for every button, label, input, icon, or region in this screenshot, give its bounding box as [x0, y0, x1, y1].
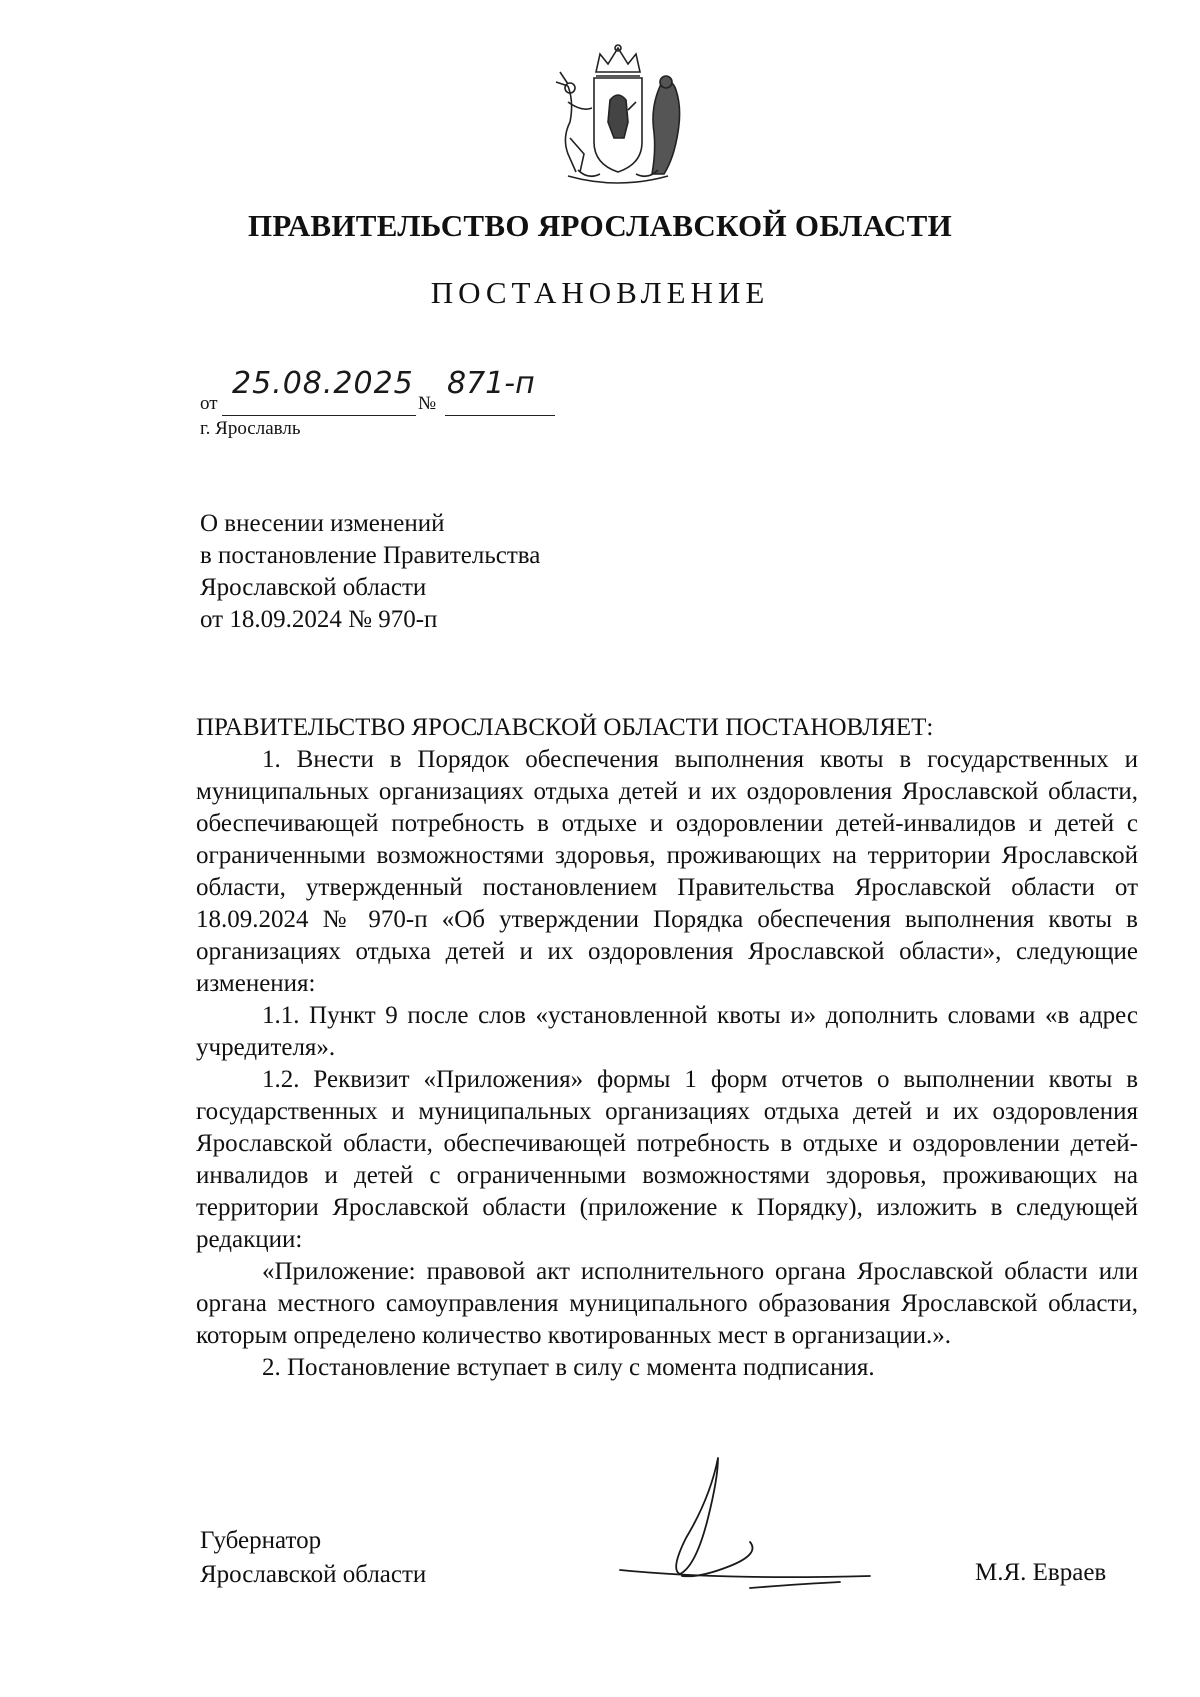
- paragraph-attachment-quote: «Приложение: правовой акт исполнительного органа Ярославской области или органа местного самоуправления муниципального образования Ярославской области, которым определено количество квотированных мест в организации.».: [196, 1258, 1138, 1349]
- subject-line-2: в постановление Правительства: [200, 542, 541, 569]
- subject-line-4: от 18.09.2024 № 970-п: [200, 606, 438, 633]
- paragraph-1: 1. Внести в Порядок обеспечения выполнения квоты в государственных и муниципальных организациях отдыха детей и их оздоровления Ярославской области, обеспечивающей потребность в отдыхе и оздоровлении детей-инвалидов и детей с ограниченными возможностями здоровья, проживающих на территории Ярославской области, утвержденный постановлением Правительства Ярославской области от 18.09.2024 № 970-п «Об утверждении Порядка обеспечения выполнения квоты в организациях отдыха детей и их оздоровления Ярославской области», следующие изменения:: [196, 746, 1138, 997]
- paragraph-1-1: 1.1. Пункт 9 после слов «установленной квоты и» дополнить словами «в адрес учредителя».: [196, 1002, 1138, 1061]
- role-line-2: Ярославской области: [200, 1561, 427, 1588]
- signer-name: М.Я. Евраев: [975, 1559, 1107, 1586]
- handwritten-date: 25.08.2025: [232, 366, 414, 401]
- paragraph-2: 2. Постановление вступает в силу с момента подписания.: [262, 1354, 875, 1381]
- role-line-1: Губернатор: [200, 1527, 322, 1554]
- date-underline: [222, 415, 416, 416]
- decree-heading: ПРАВИТЕЛЬСТВО ЯРОСЛАВСКОЙ ОБЛАСТИ ПОСТАНОВЛЯЕТ:: [196, 714, 934, 741]
- government-title: ПРАВИТЕЛЬСТВО ЯРОСЛАВСКОЙ ОБЛАСТИ: [248, 208, 952, 243]
- signatory-role: [200, 1524, 426, 1592]
- handwritten-number: 871-п: [447, 366, 535, 401]
- number-label: №: [418, 393, 437, 414]
- subject-line-1: О внесении изменений: [200, 510, 445, 537]
- paragraph-1-2: 1.2. Реквизит «Приложения» формы 1 форм отчетов о выполнении квоты в государственных и муниципальных организациях отдыха детей и их оздоровления Ярославской области, обеспечивающей потребность в отдыхе и оздоровлении детей-инвалидов и детей с ограниченными возможностями здоровья, проживающих на территории Ярославской области (приложение к Порядку), изложить в следующей редакции:: [196, 1066, 1138, 1253]
- subject-line-3: Ярославской области: [200, 574, 427, 601]
- document-body: [196, 712, 1138, 1384]
- number-underline: [445, 415, 555, 416]
- city: г. Ярославль: [200, 418, 301, 439]
- coat-of-arms-icon: [538, 42, 698, 187]
- handwritten-signature: [600, 1438, 940, 1613]
- document-type: ПОСТАНОВЛЕНИЕ: [430, 275, 770, 310]
- date-prefix: от: [200, 393, 218, 414]
